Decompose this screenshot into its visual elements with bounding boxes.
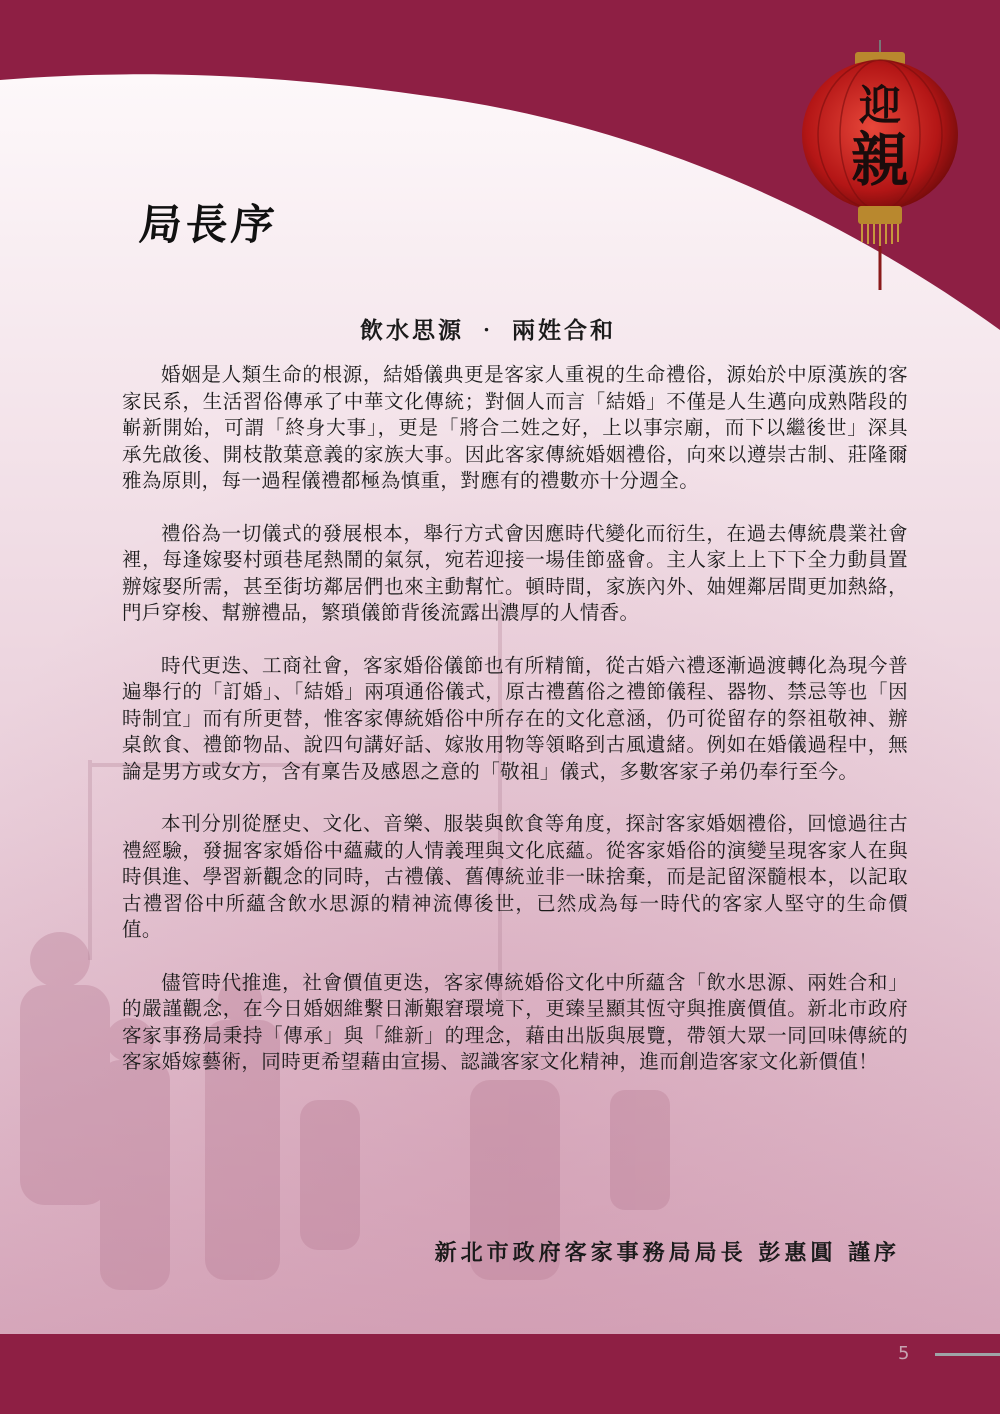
signature: 新北市政府客家事務局局長 彭惠圓 謹序 — [434, 1240, 900, 1266]
section-title: 局長序 — [137, 200, 281, 249]
lantern-character-bottom: 親 — [850, 126, 910, 194]
lantern-character-top: 迎 — [858, 81, 902, 130]
page-rule — [935, 1353, 1000, 1356]
page-number: 5 — [898, 1343, 910, 1364]
paragraph-3: 時代更迭、工商社會，客家婚俗儀節也有所精簡，從古婚六禮逐漸過渡轉化為現今普遍舉行的「訂婚」、「結婚」兩項通俗儀式，原古禮舊俗之禮節儀程、器物、禁忌等也「因時制宜」而有所更替，惟客家傳統婚俗中所存在的文化意涵，仍可從留存的祭祖敬神、辦桌飲食、禮節物品、說四句講好話、嫁妝用物等領略到古風遺緒。例如在婚儀過程中，無論是男方或女方，含有稟告及感恩之意的「敬祖」儀式，多數客家子弟仍奉行至今。 — [122, 653, 908, 783]
paragraph-4: 本刊分別從歷史、文化、音樂、服裝與飲食等角度，探討客家婚姻禮俗，回憶過往古禮經驗，發掘客家婚俗中蘊藏的人情義理與文化底蘊。從客家婚俗的演變呈現客家人在與時俱進、學習新觀念的同時，古禮儀、舊傳統並非一昧捨棄，而是記留深髓根本，以記取古禮習俗中所蘊含飲水思源的精神流傳後世，已然成為每一時代的客家人堅守的生命價值。 — [122, 812, 908, 941]
paragraph-1: 婚姻是人類生命的根源，結婚儀典更是客家人重視的生命禮俗，源始於中原漢族的客家民系，生活習俗傳承了中華文化傳統；對個人而言「結婚」不僅是人生邁向成熟階段的嶄新開始，可謂「終身大事」，更是「將合二姓之好，上以事宗廟，而下以繼後世」深具承先啟後、開枝散葉意義的家族大事。因此客家傳統婚姻禮俗，向來以遵崇古制、莊隆爾雅為原則，每一過程儀禮都極為慎重，對應有的禮數亦十分週全。 — [122, 363, 908, 492]
paragraph-2: 禮俗為一切儀式的發展根本，舉行方式會因應時代變化而衍生，在過去傳統農業社會裡，每逢嫁娶村頭巷尾熱鬧的氣氛，宛若迎接一場佳節盛會。主人家上上下下全力動員置辦嫁娶所需，甚至街坊鄰居們也來主動幫忙。頓時間，家族內外、妯娌鄰居間更加熱絡，門戶穿梭、幫辦禮品，繁瑣儀節背後流露出濃厚的人情香。 — [122, 521, 908, 624]
essay-title: 飲水思源 ‧ 兩姓合和 — [360, 317, 617, 344]
essay-body — [122, 362, 908, 1102]
paragraph-5: 儘管時代推進，社會價值更迭，客家傳統婚俗文化中所蘊含「飲水思源、兩姓合和」的嚴謹觀念，在今日婚姻維繫日漸艱窘環境下，更臻呈顯其恆守與推廣價值。新北市政府客家事務局秉持「傳承」與「維新」的理念，藉由出版與展覽，帶領大眾一同回味傳統的客家婚嫁藝術，同時更希望藉由宣揚、認識客家文化精神，進而創造客家文化新價值！ — [122, 970, 908, 1073]
lantern-icon — [800, 40, 960, 300]
